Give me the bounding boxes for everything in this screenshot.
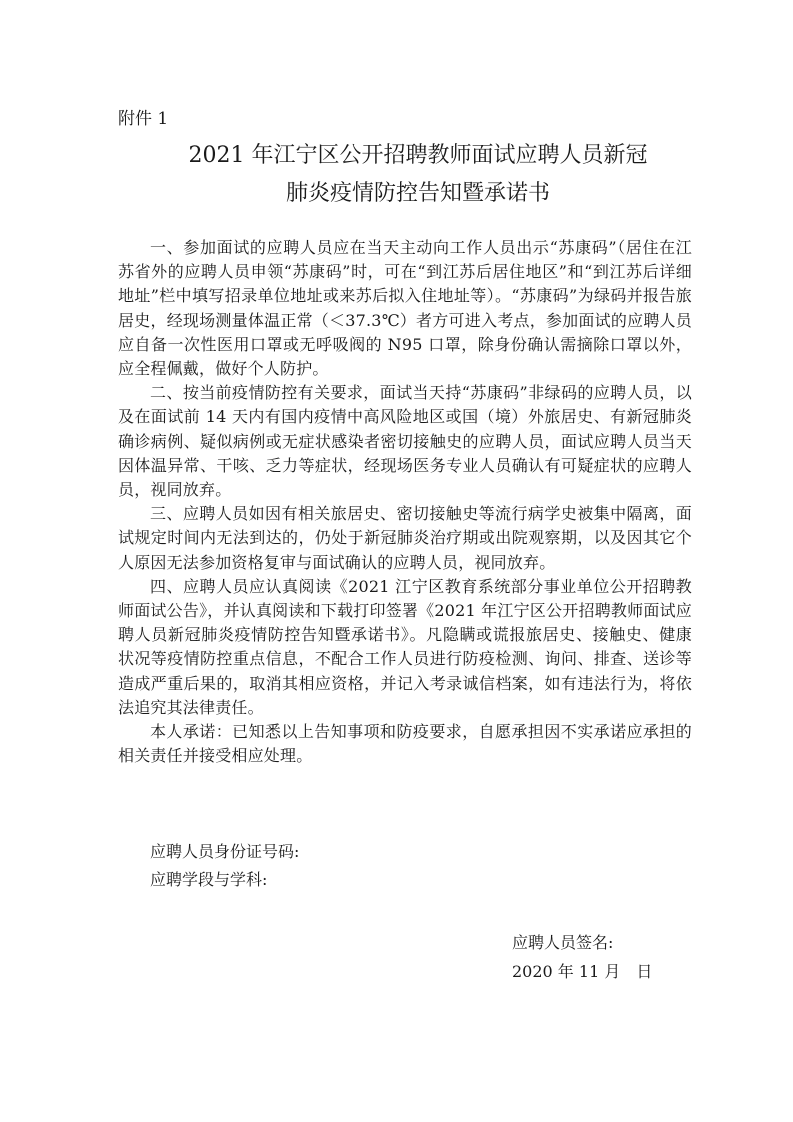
signature-label: 应聘人员签名:	[512, 933, 614, 952]
paragraph-4-reading-obligation: 四、应聘人员应认真阅读《2021 江宁区教育系统部分事业单位公开招聘教师面试公告》，并认真阅读和下载打印签署《2021 年江宁区公开招聘教师面试应聘人员新冠肺炎疫情防控告知暨承诺书》。凡隐瞒或谎报旅居史、接触史、健康状况等疫情防控重点信息，不配合工作人员进行防疫检测、询问、排查、送诊等造成严重后果的，取消其相应资格，并记入考录诚信档案，如有违法行为，将依法追究其法律责任。	[118, 576, 692, 717]
attachment-label: 附件 1	[118, 109, 169, 129]
subject-label: 应聘学段与学科:	[150, 870, 268, 889]
document-title-line2: 肺炎疫情防控告知暨承诺书	[285, 181, 550, 206]
paragraph-1-attendance-requirements: 一、参加面试的应聘人员应在当天主动向工作人员出示“苏康码”（居住在江苏省外的应聘人员申领“苏康码”时，可在“到江苏后居住地区”和“到江苏后详细地址”栏中填写招录单位地址或来苏后拟入住地址等）。“苏康码”为绿码并报告旅居史，经现场测量体温正常（＜37.3℃）者方可进入考点，参加面试的应聘人员应自备一次性医用口罩或无呼吸阀的 N95 口罩，除身份确认需摘除口罩以外，应全程佩戴，做好个人防护。	[118, 238, 692, 379]
applicant-fields	[150, 838, 299, 894]
document-title-line1: 2021 年江宁区公开招聘教师面试应聘人员新冠	[188, 143, 648, 168]
paragraph-3-quarantine: 三、应聘人员如因有相关旅居史、密切接触史等流行病学史被集中隔离，面试规定时间内无法到达的，仍处于新冠肺炎治疗期或出院观察期，以及因其它个人原因无法参加资格复审与面试确认的应聘人员，视同放弃。	[118, 504, 692, 572]
signature-date: 2020 年 11 月 日	[512, 962, 653, 981]
document-body	[118, 236, 692, 768]
paragraph-5-commitment: 本人承诺：已知悉以上告知事项和防疫要求，自愿承担因不实承诺应承担的相关责任并接受相应处理。	[118, 722, 692, 766]
signature-block	[512, 928, 652, 986]
id-number-label: 应聘人员身份证号码:	[150, 842, 300, 861]
paragraph-2-epidemic-requirements: 二、按当前疫情防控有关要求，面试当天持“苏康码”非绿码的应聘人员，以及在面试前 14 天内有国内疫情中高风险地区或国（境）外旅居史、有新冠肺炎确诊病例、疑似病例或无症状感染者密切接触史的应聘人员，面试应聘人员当天因体温异常、干咳、乏力等症状，经现场医务专业人员确认有可疑症状的应聘人员，视同放弃。	[118, 383, 692, 500]
